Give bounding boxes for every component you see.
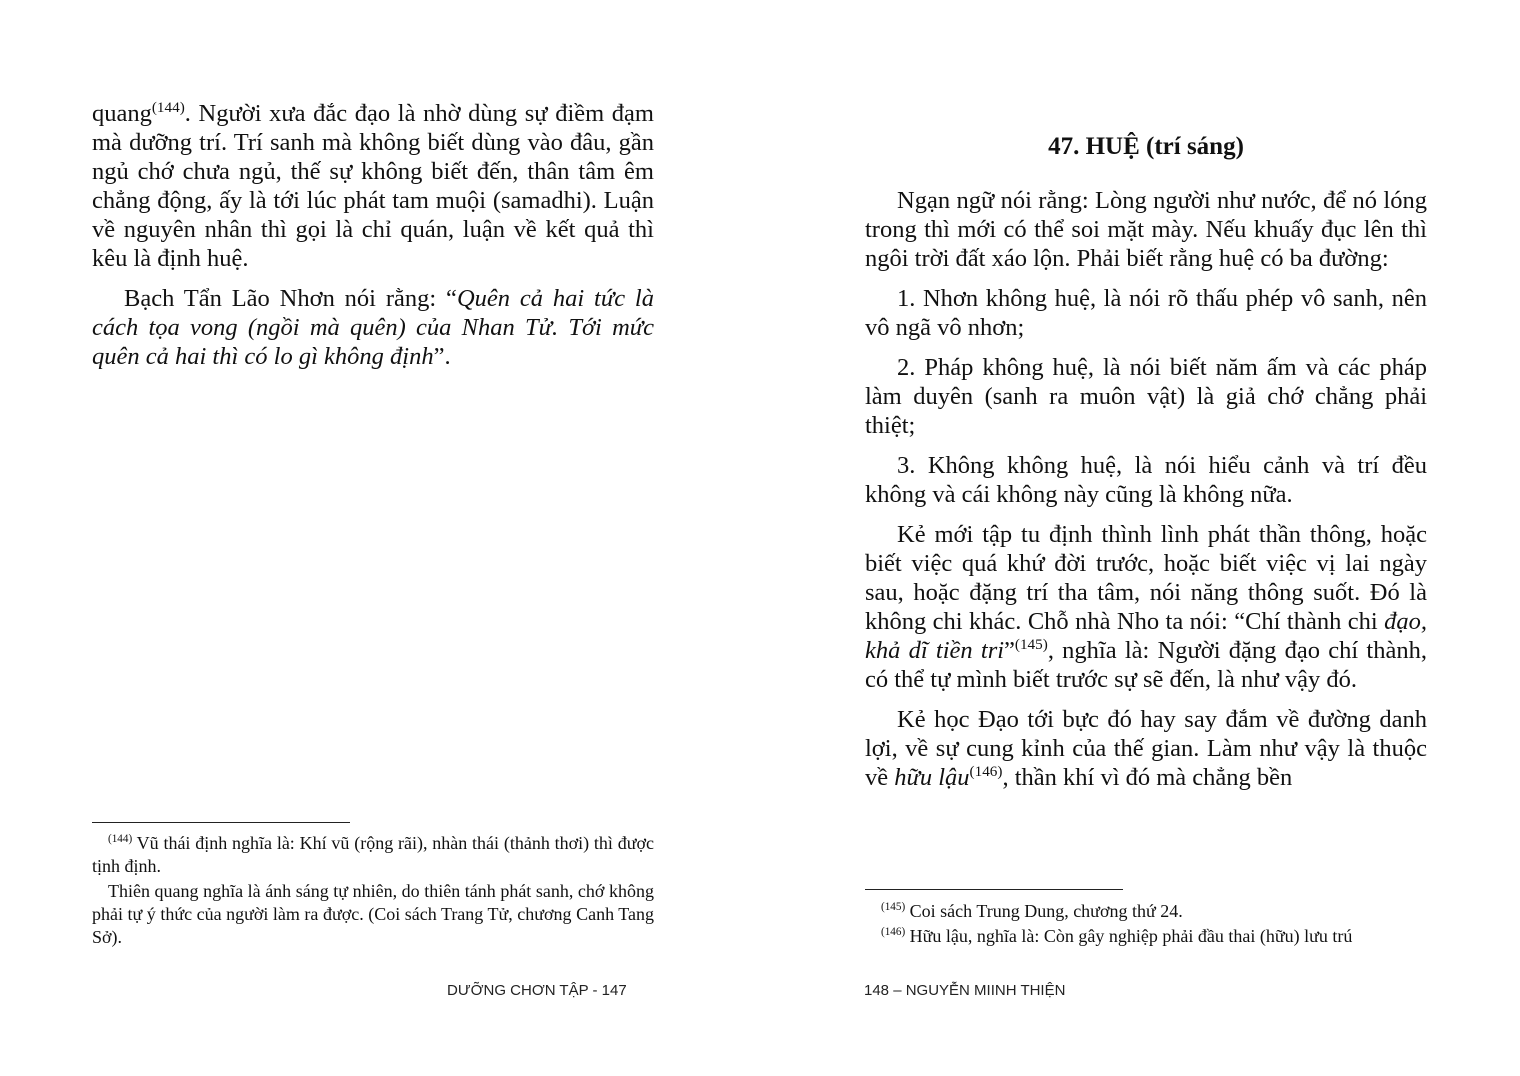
text-run: Thiên quang nghĩa là ánh sáng tự nhiên, do thiên tánh phát sanh, chớ không phải tự ý thức của người làm ra được. (Coi sách Trang Tử, chương Canh Tang Sở). [92, 881, 654, 947]
chapter-title: 47. HUỆ (trí sáng) [1048, 133, 1244, 160]
text-run: Vũ thái định nghĩa là: Khí vũ (rộng rãi), nhàn thái (thảnh thơi) thì được tịnh định. [92, 833, 654, 876]
footnote [865, 900, 1427, 923]
right-body-text [865, 129, 1427, 803]
text-run: Hữu lậu, nghĩa là: Còn gây nghiệp phải đầu thai (hữu) lưu trú [905, 926, 1353, 946]
left-body-text [92, 99, 654, 382]
text-run: 2. Pháp không huệ, là nói biết năm ấm và các pháp làm duyên (sanh ra muôn vật) là giả chớ chẳng phải thiệt; [865, 354, 1427, 439]
italic-text: Quên cả hai tức là cách tọa vong (ngồi mà quên) của Nhan Tử. Tới mức quên cả hai thì có lo gì không định [92, 285, 654, 370]
footnote [92, 880, 654, 949]
paragraph [865, 284, 1427, 342]
footnote-marker: (145) [1014, 635, 1048, 653]
footnote [865, 925, 1427, 948]
footnote-marker: (144) [108, 833, 133, 845]
text-run: Kẻ mới tập tu định thình lình phát thần thông, hoặc biết việc quá khứ đời trước, hoặc biết việc vị lai ngày sau, hoặc đặng trí tha tâm, nói năng thông suốt. Đó là không chi khác. Chỗ nhà Nho ta nói: “Chí thành chi [865, 521, 1427, 635]
text-run: Kẻ học Đạo tới bực đó hay say đắm về đường danh lợi, về sự cung kỉnh của thế gian. Làm như vậy là thuộc về [865, 706, 1427, 791]
text-run: , thần khí vì đó mà chẳng bền [1002, 764, 1293, 791]
text-run: Ngạn ngữ nói rằng: Lòng người như nước, để nó lóng trong thì mới có thể soi mặt mày. Nếu khuấy đục lên thì ngôi trời đất xáo lộn. Phải biết rằng huệ có ba đường: [865, 187, 1427, 272]
footnote-separator [865, 889, 1123, 890]
right-page [760, 0, 1520, 1076]
footnote-marker: (146) [969, 762, 1003, 780]
left-footnotes [92, 832, 654, 951]
right-footnotes [865, 900, 1427, 950]
paragraph [865, 520, 1427, 694]
italic-text: đạo, khả dĩ tiền tri [865, 608, 1427, 664]
page-footer-left: DƯỠNG CHƠN TẬP - 147 [447, 982, 627, 999]
text-run: 3. Không không huệ, là nói hiểu cảnh và trí đều không và cái không này cũng là không nữa. [865, 452, 1427, 508]
paragraph [865, 451, 1427, 509]
text-run: ” [1004, 637, 1015, 664]
footnote-separator [92, 822, 350, 823]
footnote-marker: (146) [881, 926, 906, 938]
text-run: quang [92, 100, 152, 127]
text-run: Coi sách Trung Dung, chương thứ 24. [905, 901, 1183, 921]
footnote [92, 832, 654, 878]
paragraph [865, 353, 1427, 440]
paragraph [92, 284, 654, 371]
page-footer-right: 148 – NGUYỄN MIINH THIỆN [864, 982, 1066, 999]
text-run: ”. [433, 343, 451, 370]
italic-text: hữu lậu [894, 764, 970, 791]
text-run: 1. Nhơn không huệ, là nói rõ thấu phép vô sanh, nên vô ngã vô nhơn; [865, 285, 1427, 341]
paragraph [865, 705, 1427, 792]
text-run: Bạch Tẩn Lão Nhơn nói rằng: “ [124, 285, 457, 312]
footnote-marker: (145) [881, 901, 906, 913]
text-run: , nghĩa là: Người đặng đạo chí thành, có thể tự mình biết trước sự sẽ đến, là như vậy đó. [865, 637, 1427, 693]
paragraph [92, 99, 654, 273]
paragraph [865, 186, 1427, 273]
footnote-marker: (144) [151, 98, 185, 116]
text-run: . Người xưa đắc đạo là nhờ dùng sự điềm đạm mà dưỡng trí. Trí sanh mà không biết dùng vào đâu, gần ngủ chớ chưa ngủ, thế sự không biết đến, thân tâm êm chẳng động, ấy là tới lúc phát tam muội (samadhi). Luận về nguyên nhân thì gọi là chỉ quán, luận về kết quả thì kêu là định huệ. [92, 100, 654, 272]
